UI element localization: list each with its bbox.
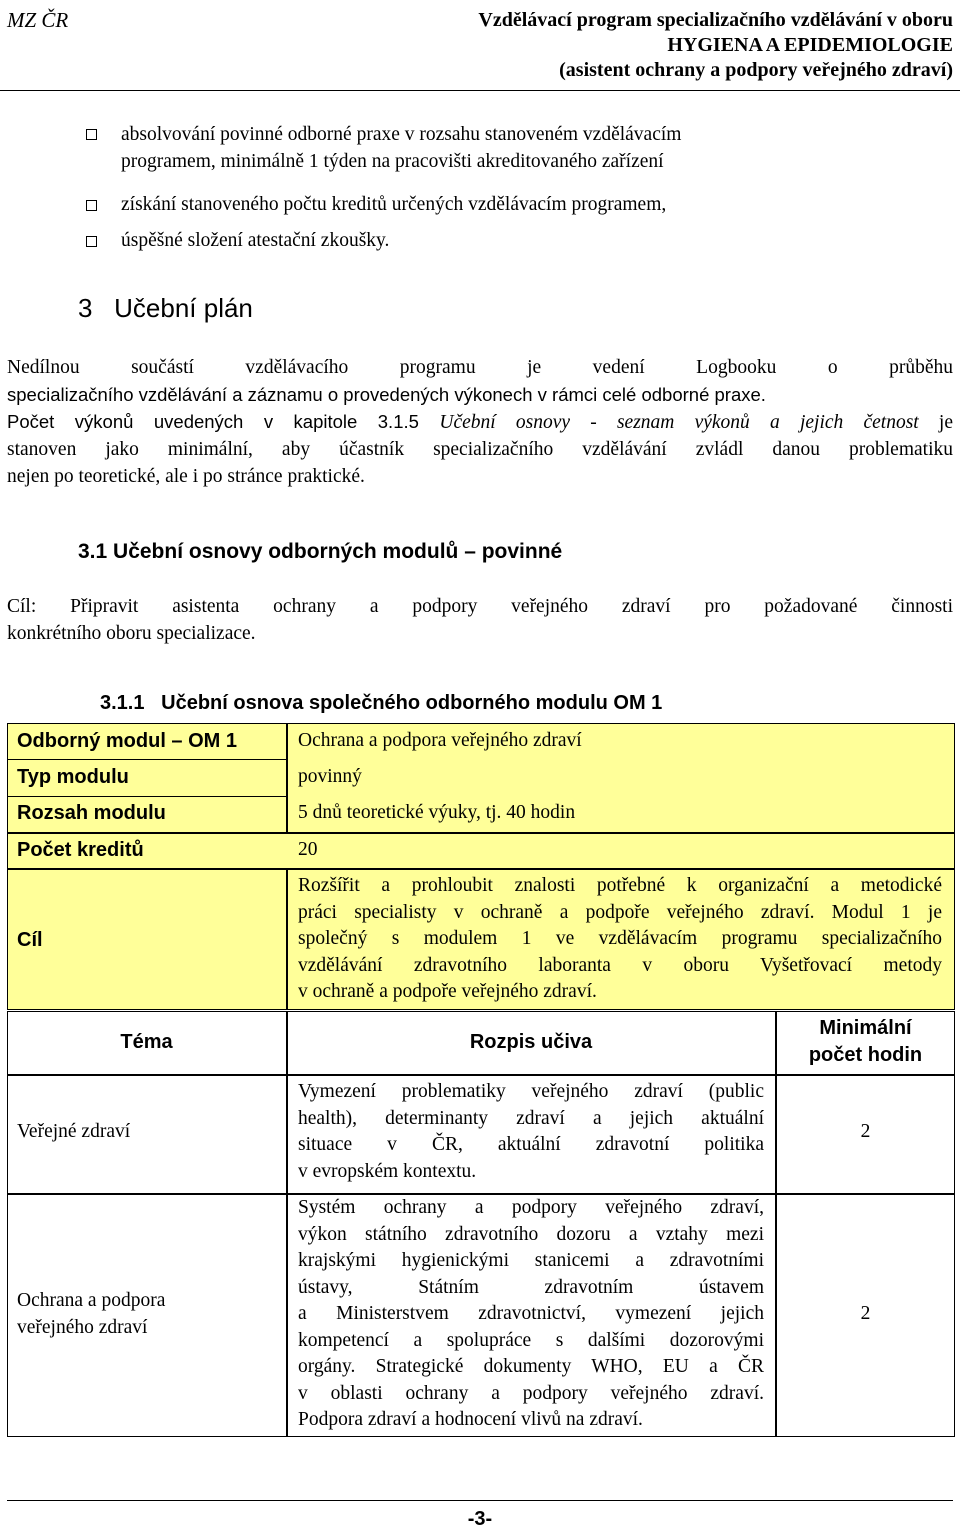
chapter-reference: Učební osnovy - seznam výkonů a jejich četnost [439,412,919,433]
content-line: v oblasti ochrany a podpory veřejného zdraví. [298,1382,764,1404]
header-hours-line: počet hodin [808,1043,923,1066]
header-hours-line: Minimální [819,1017,912,1039]
table-divider [7,759,286,760]
content-line: kompetencí a spolupráce s dalšími dozorovými [298,1329,764,1351]
table-divider [7,1074,955,1076]
checkbox-bullet-icon [86,129,97,140]
paragraph-line: stanoven jako minimální, aby účastník specializačního vzdělávání zvládl danou problematiku [7,439,953,460]
bullet-1-line-2: programem, minimálně 1 týden na pracovišti akreditovaného zařízení [121,151,664,172]
content-line: krajskými hygienickými stanicemi a zdravotními [298,1250,764,1271]
header-title-line3: (asistent ochrany a podpory veřejného zdraví) [559,59,953,81]
section-heading-3-1-1: 3.1.1 Učební osnova společného odborného modulu OM 1 [100,692,663,714]
content-line: Podpora zdraví a hodnocení vlivů na zdraví. [298,1409,643,1430]
credits-label: Počet kreditů [17,839,144,861]
content-line: v evropském kontextu. [298,1160,477,1182]
goal-line: Cíl: Připravit asistenta ochrany a podpory veřejného zdraví pro požadované činnosti [7,596,953,617]
paragraph-text: Počet výkonů uvedených v kapitole 3.1.5 [7,411,440,432]
table-row-content [298,1079,764,1185]
goal-line: vzdělávání zdravotního laboranta v oboru Vyšetřovací metody [298,954,942,976]
section-3-1-goal [7,593,953,647]
module-type-label: Typ modulu [17,766,129,788]
topic-line: veřejného zdraví [17,1316,148,1338]
header-title-line2: HYGIENA A EPIDEMIOLOGIE [667,34,953,56]
goal-line: konkrétního oboru specializace. [7,623,256,644]
table-divider [7,832,955,834]
paragraph-text: je [918,412,953,433]
table-divider [7,796,286,797]
content-line: a Ministerstvem zdravotnictví, vymezení jejich [298,1303,764,1324]
goal-line: v ochraně a podpoře veřejného zdraví. [298,981,597,1002]
module-value: Ochrana a podpora veřejného zdraví [298,730,582,751]
header-content: Rozpis učiva [469,1031,593,1053]
table-row-hours: 2 [860,1303,871,1324]
topic-line: Ochrana a podpora [17,1290,166,1311]
table-row-topic [17,1288,165,1341]
module-label: Odborný modul – OM 1 [17,730,238,752]
header-topic: Téma [120,1031,173,1053]
checkbox-bullet-icon [86,236,97,247]
header-title-line1: Vzdělávací program specializačního vzdělávání v oboru [478,9,953,31]
paragraph-line: Nedílnou součástí vzdělávacího programu je vedení Logbooku o průběhu [7,357,953,378]
footer-divider [7,1500,953,1501]
bullet-1-line-1: absolvování povinné odborné praxe v rozsahu stanoveném vzdělávacím [121,124,682,145]
goal-line: práci specialisty v ochraně a podpoře veřejného zdraví. Modul 1 je [298,901,942,923]
bullet-item-3: úspěšné složení atestační zkoušky. [121,230,390,251]
content-line: ústavy, Státním zdravotním ústavem [298,1276,764,1298]
paragraph-line: nejen po teoretické, ale i po stránce praktické. [7,466,365,487]
table-row-topic: Veřejné zdraví [17,1121,131,1142]
credits-value: 20 [298,839,318,860]
content-line: orgány. Strategické dokumenty WHO, EU a ČR [298,1356,764,1377]
checkbox-bullet-icon [86,200,97,211]
content-line: výkon státního zdravotního dozoru a vztahy mezi [298,1223,764,1245]
paragraph-line: specializačního vzdělávání a záznamu o provedených výkonech v rámci celé odborné praxe. [7,384,766,405]
module-scope-label: Rozsah modulu [17,802,166,824]
goal-line: společný s modulem 1 ve vzdělávacím programu specializačního [298,928,942,949]
bullet-item-2: získání stanoveného počtu kreditů určených vzdělávacím programem, [121,194,667,215]
goal-label: Cíl [17,929,43,951]
header-left: MZ ČR [7,8,69,32]
module-scope-value: 5 dnů teoretické výuky, tj. 40 hodin [298,802,576,823]
header-right [478,8,953,83]
header-divider [0,90,960,91]
section-3-paragraph [7,354,953,490]
table-divider [286,869,288,1010]
table-divider [286,723,288,833]
header-hours [776,1015,955,1068]
table-row-content [298,1195,764,1434]
paragraph-line [7,408,953,436]
content-line: Systém ochrany a podpory veřejného zdraví, [298,1197,764,1218]
module-type-value: povinný [298,766,362,787]
bullet-item-1 [121,121,681,175]
goal-text [298,873,942,1006]
table-row-hours: 2 [860,1121,871,1142]
content-line: Vymezení problematiky veřejného zdraví (public [298,1081,764,1102]
section-heading-3-1: 3.1 Učební osnovy odborných modulů – povinné [78,540,563,563]
page-number: -3- [467,1508,493,1530]
content-line: health), determinanty zdraví a jejich aktuální [298,1107,764,1129]
section-heading-3: 3 Učební plán [78,293,253,323]
content-line: situace v ČR, aktuální zdravotní politika [298,1134,764,1155]
goal-line: Rozšířit a prohloubit znalosti potřebné k organizační a metodické [298,875,942,896]
